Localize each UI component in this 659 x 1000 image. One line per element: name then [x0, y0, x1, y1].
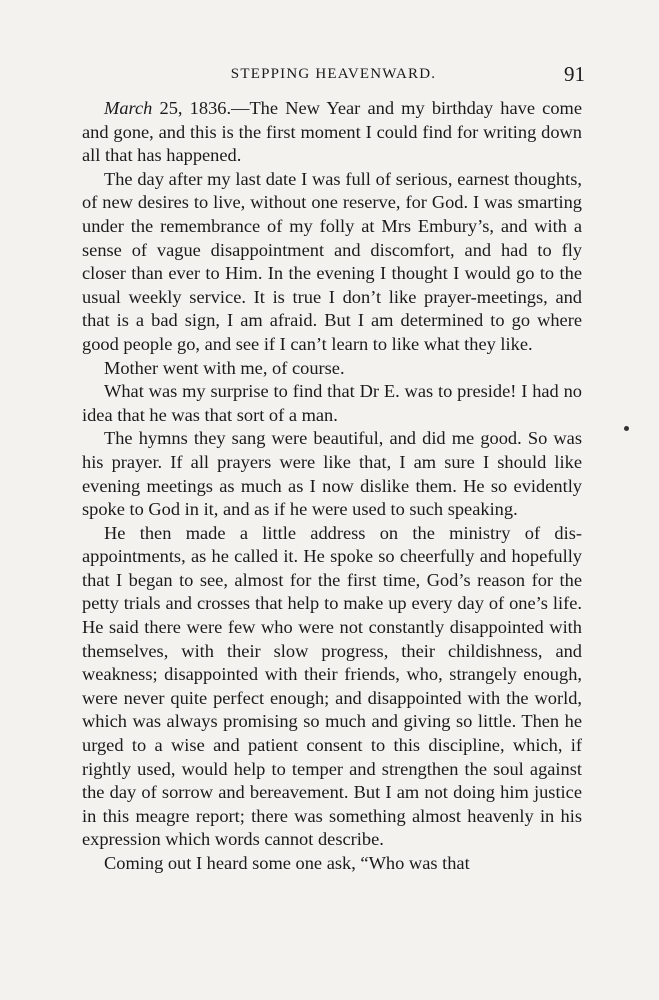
paragraph — [82, 852, 582, 876]
entry-date-month: March — [104, 98, 153, 118]
paragraph — [82, 168, 582, 357]
paragraph — [82, 380, 582, 427]
paragraph-text: Mother went with me, of course. — [104, 357, 345, 378]
paragraph-text: He then made a little address on the ministry of disappointments, as he called it. He spoke so cheerfully and hopefully that I began to see, almost for the first time, God’s reason for the petty trials and crosses that help to make up every day of one’s life. He said there were few who were not constantly disappointed with themselves, with their slow progress, their childishness, and weakness; disappointed with their friends, who, strangely enough, were never quite perfect enough; and disappointed with the world, which was always promising so much and giving so little. Then he urged to a wise and patient consent to this discipline, which, if rightly used, would help to temper and strengthen the soul against the day of sorrow and bereavement. But I am not doing him justice in this meagre report; there was something almost heavenly in his expression which words cannot describe. — [82, 522, 582, 850]
paragraph-text: The hymns they sang were beautiful, and did me good. So was his prayer. If all prayers were like that, I am sure I should like evening meetings as much as I now dislike them. He so evidently spoke to God in it, and as if he were used to such speaking. — [82, 428, 582, 520]
running-title: STEPPING HEAVENWARD. — [230, 66, 437, 82]
paragraph — [82, 522, 582, 852]
paragraph-diary-entry — [82, 97, 582, 168]
paragraph-text: The day after my last date I was full of serious, earnest thoughts, of new desires to live, without one reserve, for God. I was smarting under the remembrance of my folly at Mrs Embury’s, and with a sense of vague disappointment and discomfort, and had to fly closer than ever to Him. In the evening I thought I would go to the usual weekly service. It is true I don’t like prayer-meetings, and that is a bad sign, I am afraid. But I am determined to go where good people go, and see if I can’t learn to like what they like. — [82, 168, 582, 354]
body-text — [82, 97, 582, 876]
paragraph — [82, 427, 582, 521]
paragraph-text: Coming out I heard some one ask, “Who was that — [104, 853, 470, 873]
page-number: 91 — [564, 62, 585, 86]
margin-ink-dot — [624, 426, 629, 431]
paragraph-text: What was my surprise to find that Dr E. was to preside! I had no idea that he was that sort of a man. — [82, 381, 582, 425]
paragraph-text: 25, 1836.—The New Year and my birthday have come and gone, and this is the first moment I could find for writing down all that has happened. — [82, 98, 582, 166]
paragraph — [82, 357, 582, 381]
running-head — [82, 62, 585, 90]
